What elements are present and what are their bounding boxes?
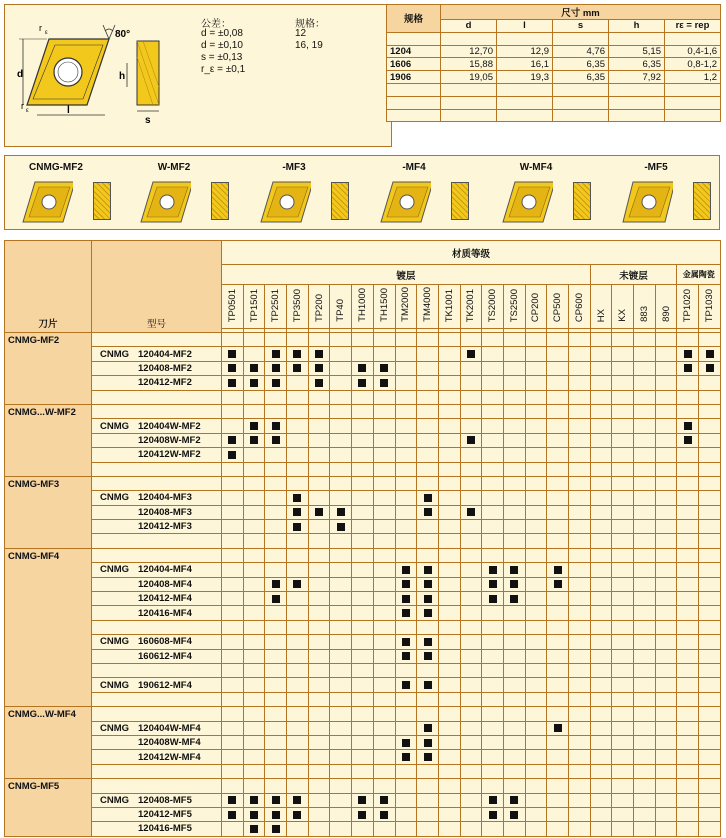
availability-mark xyxy=(250,436,258,444)
grade-table-row xyxy=(5,419,721,433)
availability-mark xyxy=(489,580,497,588)
grade-table-row xyxy=(5,361,721,375)
strip-label: -MF5 xyxy=(644,162,668,173)
availability-mark xyxy=(228,436,236,444)
availability-mark xyxy=(706,364,714,372)
insert-picture xyxy=(259,178,311,226)
grade-group-header: 金属陶瓷 xyxy=(677,265,721,285)
size-col-header: s xyxy=(553,20,609,33)
availability-mark xyxy=(489,566,497,574)
grade-table-row xyxy=(5,606,721,620)
r-label-top: r xyxy=(39,23,42,33)
grade-table-row xyxy=(5,822,721,836)
r-label-bottom: r xyxy=(21,101,24,111)
model-code: 120412-MF5 xyxy=(138,809,192,821)
grade-name: TM4000 xyxy=(422,287,434,322)
model-prefix: CNMG xyxy=(100,564,130,576)
spec-line: 12 xyxy=(295,28,307,39)
availability-mark xyxy=(424,508,432,516)
availability-mark xyxy=(467,350,475,358)
model-code: 160608-MF4 xyxy=(138,636,192,648)
grade-table-row xyxy=(5,390,721,404)
size-spec-header: 规格 xyxy=(387,5,441,33)
availability-mark xyxy=(706,350,714,358)
availability-mark xyxy=(293,508,301,516)
grade-table-row xyxy=(5,577,721,591)
availability-mark xyxy=(424,609,432,617)
availability-mark xyxy=(250,379,258,387)
model-code: 120408-MF2 xyxy=(138,362,192,374)
availability-mark xyxy=(424,580,432,588)
insert-side-picture xyxy=(331,182,349,220)
insert-family-label: CNMG-MF5 xyxy=(5,779,92,837)
availability-mark xyxy=(293,364,301,372)
grade-table-row xyxy=(5,750,721,764)
availability-mark xyxy=(228,796,236,804)
spec-title: 规格： xyxy=(295,19,325,30)
grade-name: HX xyxy=(595,308,607,322)
model-prefix: CNMG xyxy=(100,722,130,734)
availability-mark xyxy=(272,379,280,387)
grade-name: CP500 xyxy=(552,292,564,322)
insert-side-picture xyxy=(211,182,229,220)
insert-column-header: 刀片 xyxy=(5,241,92,333)
availability-mark xyxy=(489,595,497,603)
model-code: 120412-MF3 xyxy=(138,521,192,533)
availability-mark xyxy=(228,811,236,819)
availability-mark xyxy=(424,595,432,603)
availability-mark xyxy=(554,724,562,732)
availability-mark xyxy=(489,811,497,819)
availability-mark xyxy=(315,350,323,358)
grade-table-row xyxy=(5,462,721,476)
grade-group-header: 镀层 xyxy=(222,265,591,285)
model-prefix: CNMG xyxy=(100,420,130,432)
insert-family-label: CNMG-MF4 xyxy=(5,548,92,706)
model-code: 120404-MF4 xyxy=(138,564,192,576)
availability-mark xyxy=(272,796,280,804)
availability-mark xyxy=(402,739,410,747)
grade-table-row xyxy=(5,563,721,577)
model-prefix: CNMG xyxy=(100,794,130,806)
model-column-header: 型号 xyxy=(92,241,222,333)
model-code: 120404W-MF2 xyxy=(138,420,201,432)
availability-mark xyxy=(272,811,280,819)
availability-mark xyxy=(380,796,388,804)
grade-table-row xyxy=(5,347,721,361)
insert-types-strip xyxy=(4,155,720,230)
availability-mark xyxy=(424,724,432,732)
model-code: 120412-MF4 xyxy=(138,593,192,605)
insert-picture xyxy=(379,178,431,226)
availability-mark xyxy=(467,436,475,444)
grade-name: CP600 xyxy=(573,292,585,322)
availability-mark xyxy=(337,523,345,531)
insert-side-picture xyxy=(693,182,711,220)
availability-mark xyxy=(315,364,323,372)
availability-mark xyxy=(293,350,301,358)
model-code: 160612-MF4 xyxy=(138,650,192,662)
grade-table-row xyxy=(5,592,721,606)
availability-mark xyxy=(380,364,388,372)
size-row: 1906 19,05 19,3 6,35 7,92 1,2 xyxy=(387,71,721,84)
model-code: 120404-MF2 xyxy=(138,348,192,360)
grade-name: TS2500 xyxy=(508,288,520,322)
strip-label: CNMG-MF2 xyxy=(29,162,83,173)
grade-name: TK2001 xyxy=(465,288,477,322)
availability-mark xyxy=(510,580,518,588)
insert-family-label: CNMG...W-MF2 xyxy=(5,404,92,476)
availability-mark xyxy=(293,494,301,502)
d-label: d xyxy=(17,69,24,80)
availability-mark xyxy=(272,350,280,358)
grade-name: TH1500 xyxy=(378,288,390,322)
availability-mark xyxy=(402,580,410,588)
tolerance-line: s = ±0,13 xyxy=(201,52,243,63)
grade-table-row xyxy=(5,505,721,519)
insert-side-picture xyxy=(573,182,591,220)
model-code: 120408W-MF2 xyxy=(138,434,201,446)
insert-geometry-panel xyxy=(4,4,392,147)
availability-mark xyxy=(424,566,432,574)
grade-table-row xyxy=(5,678,721,692)
spec-line: 16, 19 xyxy=(295,40,323,51)
size-table xyxy=(386,4,720,122)
insert-drawing xyxy=(9,7,189,147)
model-code: 120412-MF2 xyxy=(138,377,192,389)
availability-mark xyxy=(402,753,410,761)
grade-table-row xyxy=(5,692,721,706)
grade-name: TP0501 xyxy=(226,288,238,322)
availability-mark xyxy=(358,364,366,372)
grade-table-row xyxy=(5,448,721,462)
availability-mark xyxy=(424,681,432,689)
size-col-header: rε = rep xyxy=(665,20,721,33)
availability-mark xyxy=(402,652,410,660)
grade-name: TP1030 xyxy=(704,288,716,322)
model-code: 120404-MF3 xyxy=(138,492,192,504)
grade-table-row xyxy=(5,520,721,534)
grade-name: CP200 xyxy=(530,292,542,322)
model-code: 190612-MF4 xyxy=(138,679,192,691)
size-col-header: h xyxy=(609,20,665,33)
availability-mark xyxy=(228,364,236,372)
grade-name: TK1001 xyxy=(443,288,455,322)
availability-mark xyxy=(402,638,410,646)
availability-mark xyxy=(293,811,301,819)
grade-name: TP1501 xyxy=(248,288,260,322)
grade-name: TP200 xyxy=(313,294,325,322)
availability-mark xyxy=(228,379,236,387)
availability-mark xyxy=(358,811,366,819)
availability-mark xyxy=(510,811,518,819)
model-code: 120404W-MF4 xyxy=(138,722,201,734)
size-row: 1606 15,88 16,1 6,35 6,35 0,8-1,2 xyxy=(387,58,721,71)
grade-table-row xyxy=(5,764,721,778)
availability-mark xyxy=(228,350,236,358)
availability-mark xyxy=(424,638,432,646)
grade-table-row xyxy=(5,620,721,634)
availability-mark xyxy=(402,681,410,689)
insert-side-picture xyxy=(93,182,111,220)
availability-mark xyxy=(315,508,323,516)
availability-mark xyxy=(250,796,258,804)
h-label: h xyxy=(119,71,126,82)
insert-picture xyxy=(621,178,673,226)
strip-label: -MF4 xyxy=(402,162,426,173)
availability-mark xyxy=(424,753,432,761)
grade-group-header: 未镀层 xyxy=(590,265,677,285)
model-code: 120412W-MF2 xyxy=(138,449,201,461)
grade-name: TP1020 xyxy=(682,288,694,322)
availability-mark xyxy=(424,494,432,502)
tolerance-line: d = ±0,08 xyxy=(201,28,243,39)
availability-mark xyxy=(272,436,280,444)
availability-mark xyxy=(272,825,280,833)
tolerance-title: 公差： xyxy=(201,19,231,30)
availability-mark xyxy=(250,422,258,430)
size-col-header: d xyxy=(441,20,497,33)
availability-mark xyxy=(489,796,497,804)
svg-text:ε: ε xyxy=(26,108,29,114)
availability-mark xyxy=(424,739,432,747)
grade-table-row xyxy=(5,721,721,735)
s-label: s xyxy=(145,115,151,126)
availability-mark xyxy=(272,580,280,588)
availability-mark xyxy=(250,825,258,833)
tolerance-line: d = ±0,10 xyxy=(201,40,243,51)
grade-table-row xyxy=(5,376,721,390)
strip-label: -MF3 xyxy=(282,162,306,173)
model-code: 120416-MF4 xyxy=(138,607,192,619)
availability-mark xyxy=(293,523,301,531)
material-grade-header: 材质等级 xyxy=(222,241,721,265)
model-prefix: CNMG xyxy=(100,492,130,504)
availability-mark xyxy=(402,566,410,574)
availability-mark xyxy=(380,379,388,387)
availability-mark xyxy=(684,364,692,372)
availability-mark xyxy=(293,796,301,804)
model-prefix: CNMG xyxy=(100,348,130,360)
size-row: 1204 12,70 12,9 4,76 5,15 0,4-1,6 xyxy=(387,45,721,58)
availability-mark xyxy=(554,580,562,588)
grade-name: 890 xyxy=(660,306,672,322)
grade-name: TM2000 xyxy=(400,287,412,322)
strip-label: W-MF4 xyxy=(519,162,553,173)
insert-picture xyxy=(501,178,553,226)
model-prefix: CNMG xyxy=(100,636,130,648)
grade-name: TH1000 xyxy=(356,288,368,322)
availability-mark xyxy=(272,595,280,603)
grade-name: TP3500 xyxy=(291,288,303,322)
availability-mark xyxy=(315,379,323,387)
availability-mark xyxy=(272,422,280,430)
availability-mark xyxy=(250,364,258,372)
grade-name: TS2000 xyxy=(487,288,499,322)
availability-mark xyxy=(402,609,410,617)
availability-mark xyxy=(228,451,236,459)
availability-mark xyxy=(337,508,345,516)
model-code: 120408-MF4 xyxy=(138,578,192,590)
availability-mark xyxy=(380,811,388,819)
grade-table-row xyxy=(5,663,721,677)
availability-mark xyxy=(358,379,366,387)
insert-family-label: CNMG...W-MF4 xyxy=(5,707,92,779)
l-label: l xyxy=(67,105,70,116)
availability-mark xyxy=(424,652,432,660)
insert-family-label: CNMG-MF2 xyxy=(5,333,92,405)
grade-table-row xyxy=(5,534,721,548)
grade-table-row xyxy=(5,491,721,505)
insert-family-label: CNMG-MF3 xyxy=(5,476,92,548)
grade-name: 883 xyxy=(638,306,650,322)
availability-mark xyxy=(250,811,258,819)
availability-mark xyxy=(684,350,692,358)
grade-table xyxy=(4,240,720,837)
insert-picture xyxy=(139,178,191,226)
model-code: 120412W-MF4 xyxy=(138,751,201,763)
availability-mark xyxy=(684,436,692,444)
model-code: 120408-MF5 xyxy=(138,794,192,806)
angle-label: 80° xyxy=(115,29,131,40)
grade-name: TP40 xyxy=(335,299,347,322)
tolerance-line: r_ε = ±0,1 xyxy=(201,64,246,75)
model-prefix: CNMG xyxy=(100,679,130,691)
grade-table-row xyxy=(5,433,721,447)
availability-mark xyxy=(293,580,301,588)
insert-side-picture xyxy=(451,182,469,220)
availability-mark xyxy=(402,595,410,603)
model-code: 120416-MF5 xyxy=(138,823,192,835)
model-code: 120408W-MF4 xyxy=(138,737,201,749)
grade-table-row xyxy=(5,735,721,749)
availability-mark xyxy=(510,595,518,603)
svg-text:ε: ε xyxy=(45,30,48,36)
availability-mark xyxy=(554,566,562,574)
size-title: 尺寸 mm xyxy=(441,5,721,20)
availability-mark xyxy=(510,796,518,804)
grade-name: TP2501 xyxy=(270,288,282,322)
insert-picture xyxy=(21,178,73,226)
grade-table-row xyxy=(5,793,721,807)
availability-mark xyxy=(467,508,475,516)
availability-mark xyxy=(358,796,366,804)
availability-mark xyxy=(510,566,518,574)
availability-mark xyxy=(272,364,280,372)
size-col-header: l xyxy=(497,20,553,33)
grade-table-row xyxy=(5,649,721,663)
strip-label: W-MF2 xyxy=(157,162,191,173)
availability-mark xyxy=(684,422,692,430)
grade-table-row xyxy=(5,807,721,821)
grade-table-row xyxy=(5,635,721,649)
model-code: 120408-MF3 xyxy=(138,506,192,518)
grade-name: KX xyxy=(617,309,629,322)
